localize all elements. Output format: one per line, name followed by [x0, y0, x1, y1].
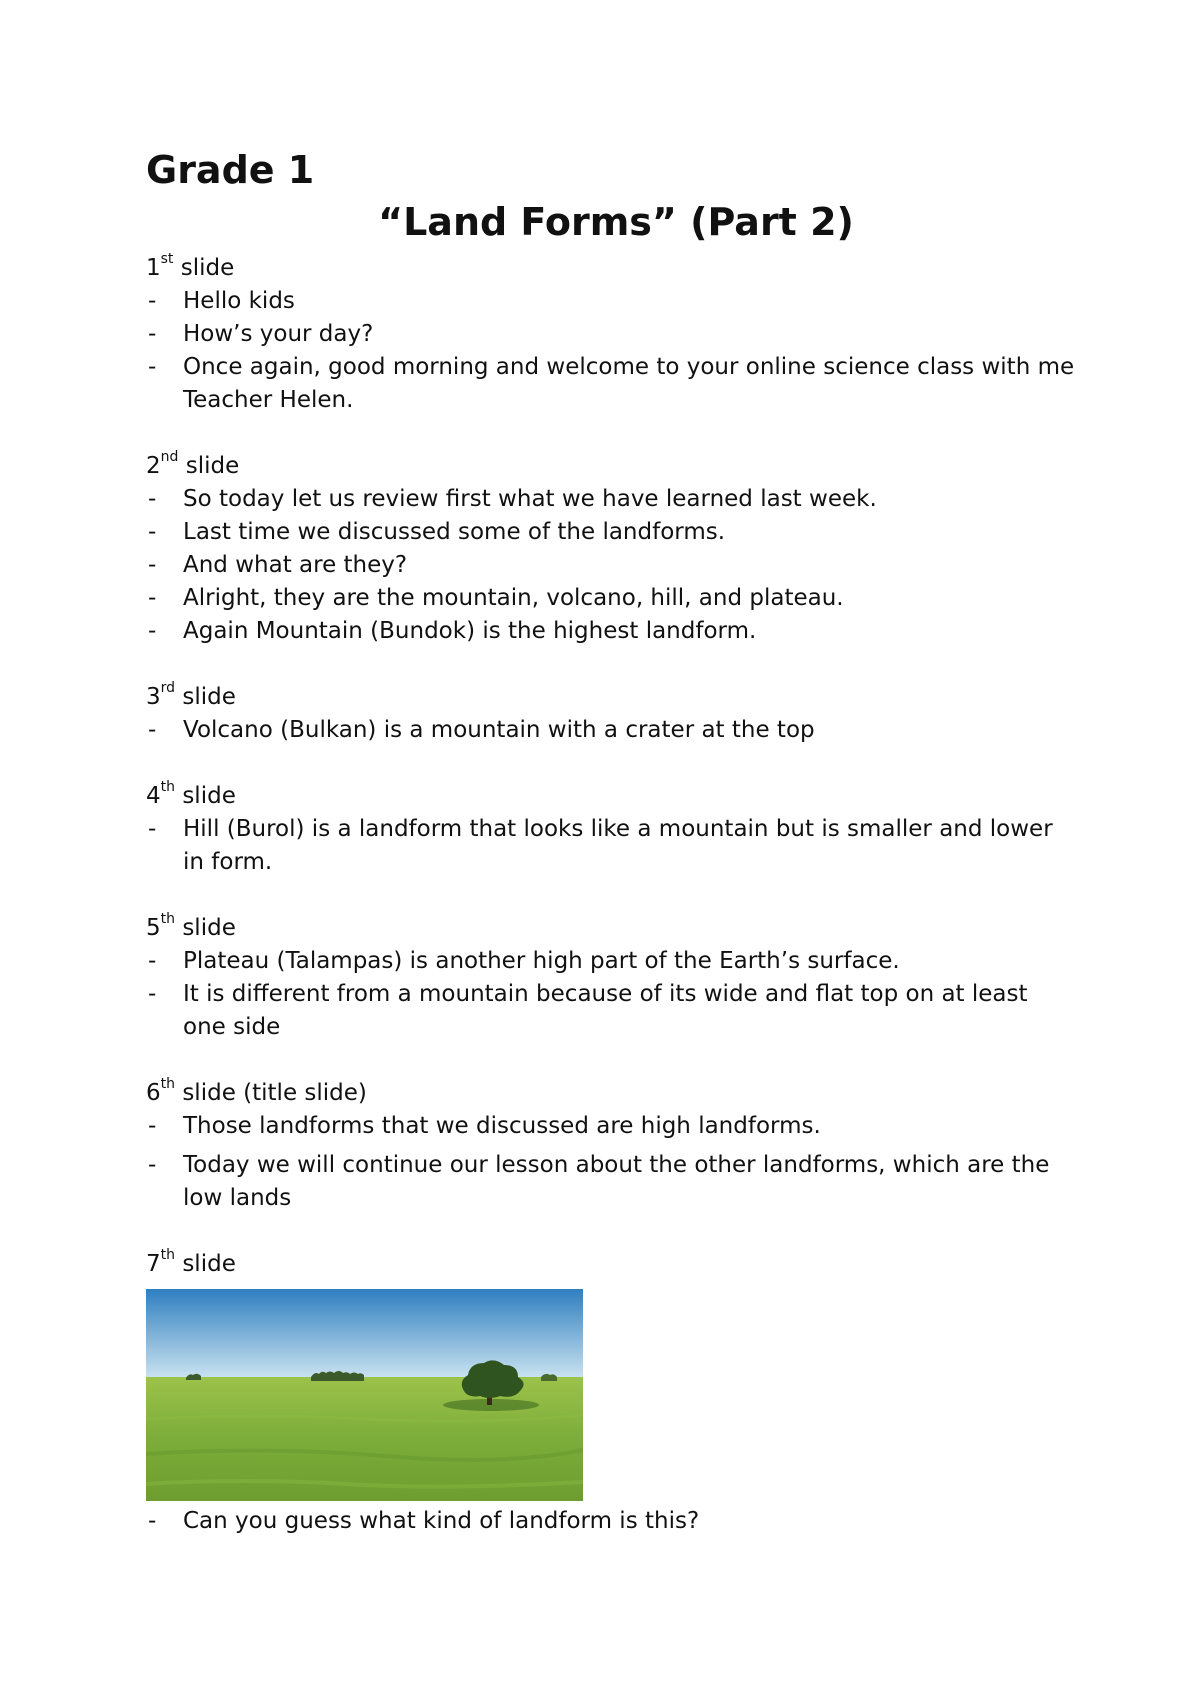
slide-heading: 4th slide [146, 779, 236, 809]
slide-heading: 2nd slide [146, 449, 240, 479]
list-item: - Plateau (Talampas) is another high part of the Earth’s surface. [146, 945, 1076, 978]
list-item: - Hill (Burol) is a landform that looks like a mountain but is smaller and lower in form. [146, 813, 1076, 879]
slide-heading: 5th slide [146, 911, 236, 941]
slide-bullet-list [146, 813, 1076, 879]
distant-bush-right [541, 1374, 557, 1381]
slide-section-1 [146, 252, 1076, 417]
landscape-image [146, 1289, 583, 1501]
grade-heading: Grade 1 [146, 148, 315, 192]
slide-heading: 1st slide [146, 251, 235, 281]
list-item: - Hello kids [146, 285, 1076, 318]
slide-heading: 3rd slide [146, 680, 236, 710]
slide-section-2 [146, 450, 1076, 648]
slide-bullet-list [146, 483, 1076, 648]
list-item: - And what are they? [146, 549, 1076, 582]
slide-bullet-list [146, 714, 1076, 747]
slide-heading: 6th slide (title slide) [146, 1076, 367, 1106]
slide-section-5 [146, 912, 1076, 1044]
document-title: “Land Forms” (Part 2) [378, 200, 854, 244]
list-item: - Last time we discussed some of the landforms. [146, 516, 1076, 549]
grassland-photo [146, 1289, 583, 1501]
slide-section-3 [146, 681, 1076, 747]
list-item: - Volcano (Bulkan) is a mountain with a crater at the top [146, 714, 1076, 747]
list-item: - Today we will continue our lesson about the other landforms, which are the low lands [146, 1149, 1076, 1215]
sky [146, 1289, 583, 1381]
list-item: - Those landforms that we discussed are high landforms. [146, 1110, 1076, 1143]
list-item: - Can you guess what kind of landform is this? [146, 1505, 1076, 1538]
slide-section-6 [146, 1077, 1076, 1215]
slide-section-7 [146, 1248, 1076, 1538]
list-item: - Alright, they are the mountain, volcano, hill, and plateau. [146, 582, 1076, 615]
list-item: - So today let us review first what we have learned last week. [146, 483, 1076, 516]
slide-bullet-list [146, 1505, 1076, 1538]
slide-section-4 [146, 780, 1076, 879]
slide-bullet-list [146, 1110, 1076, 1215]
list-item: - Once again, good morning and welcome to your online science class with me Teacher Helen. [146, 351, 1076, 417]
slide-bullet-list [146, 285, 1076, 417]
list-item: - It is different from a mountain because of its wide and flat top on at least one side [146, 978, 1076, 1044]
list-item: - How’s your day? [146, 318, 1076, 351]
list-item: - Again Mountain (Bundok) is the highest landform. [146, 615, 1076, 648]
slide-bullet-list [146, 945, 1076, 1044]
document-body [146, 146, 1076, 1571]
slide-heading: 7th slide [146, 1247, 236, 1277]
